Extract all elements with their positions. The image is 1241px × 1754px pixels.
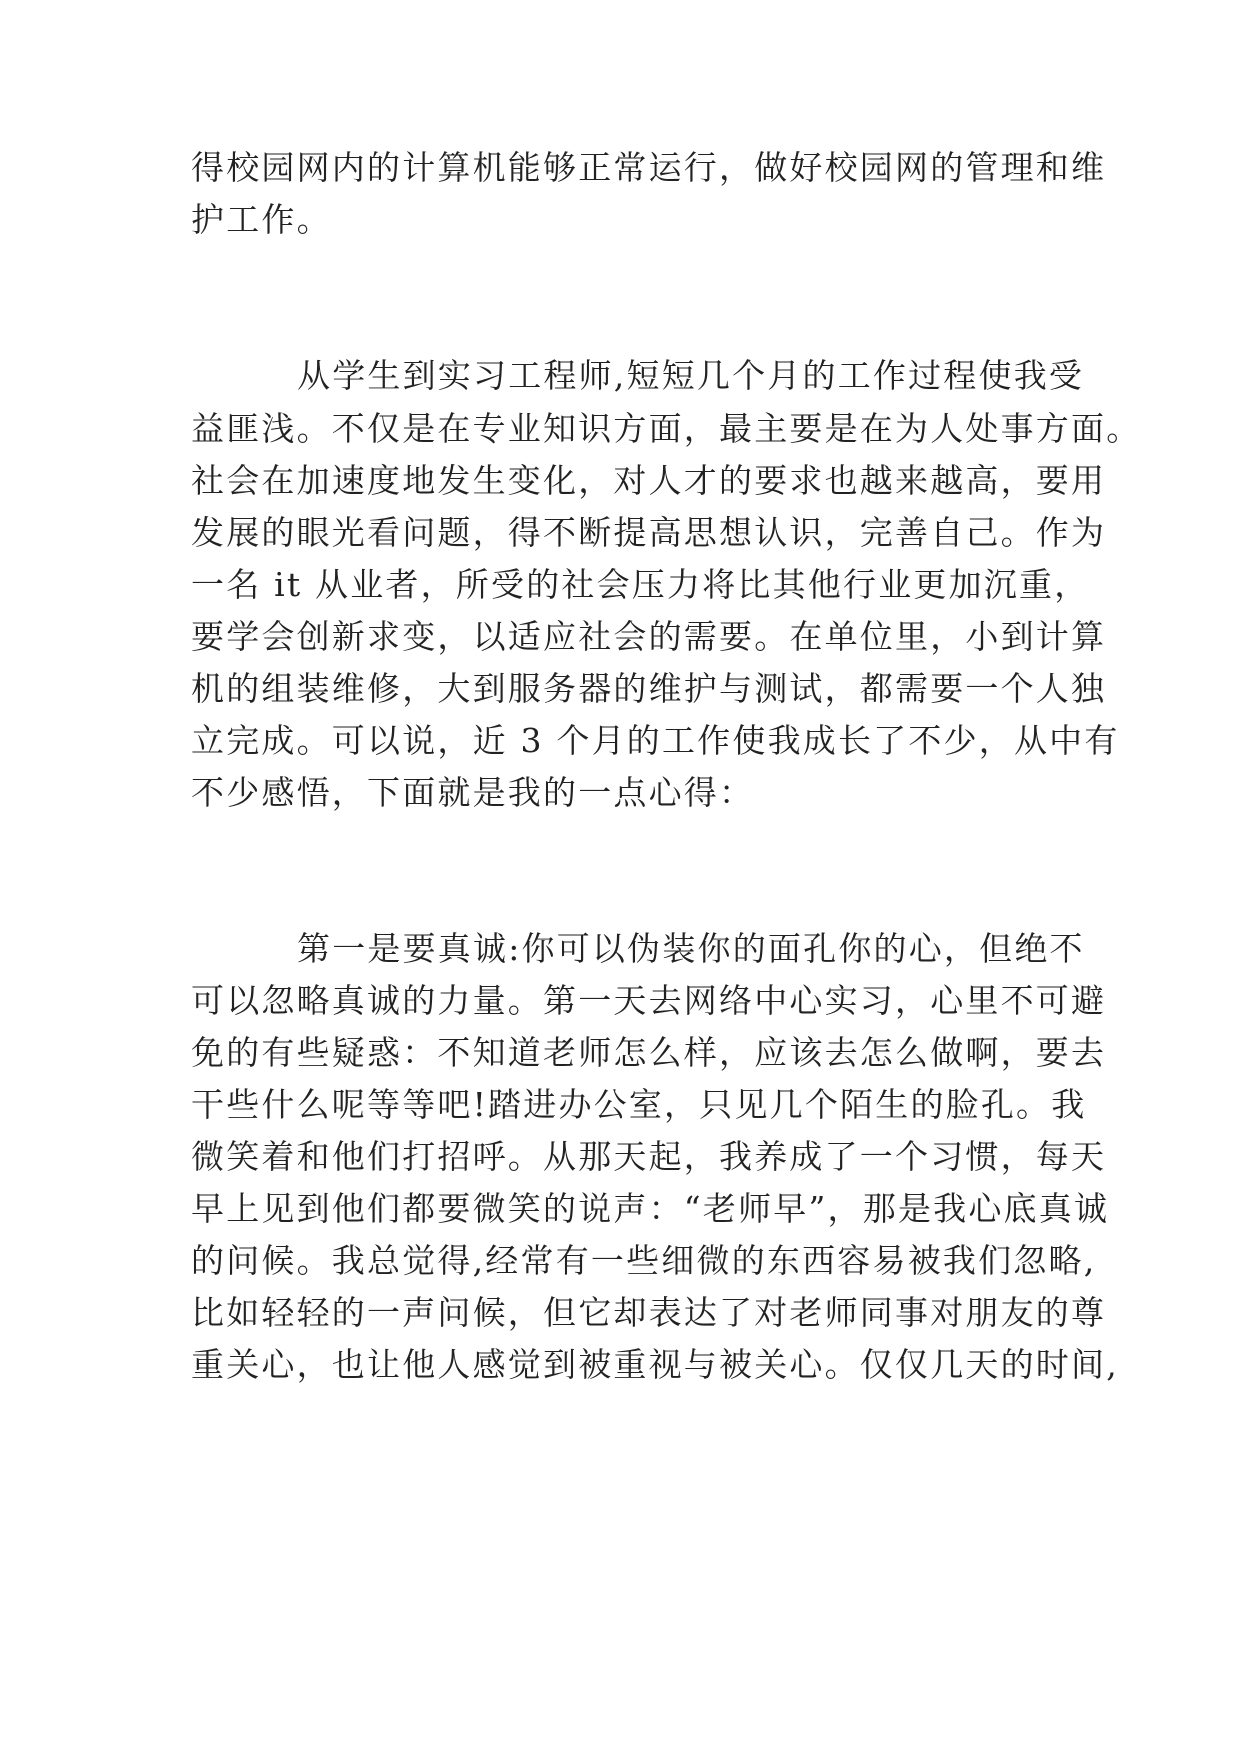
text-line: 重关心，也让他人感觉到被重视与被关心。仅仅几天的时间, bbox=[191, 1345, 1119, 1384]
text-line: 微笑着和他们打招呼。从那天起，我养成了一个习惯，每天 bbox=[191, 1137, 1107, 1176]
text-line: 不少感悟，下面就是我的一点心得： bbox=[191, 773, 755, 812]
text-line: 机的组装维修，大到服务器的维护与测试，都需要一个人独 bbox=[191, 669, 1107, 708]
text-line: 得校园网内的计算机能够正常运行，做好校园网的管理和维 bbox=[191, 148, 1107, 187]
text-line: 益匪浅。不仅是在专业知识方面，最主要是在为人处事方面。 bbox=[191, 409, 1142, 448]
text-line: 发展的眼光看问题，得不断提高思想认识，完善自己。作为 bbox=[191, 513, 1107, 552]
text-line: 从学生到实习工程师,短短几个月的工作过程使我受 bbox=[297, 356, 1085, 395]
text-line: 干些什么呢等等吧!踏进办公室，只见几个陌生的脸孔。我 bbox=[191, 1085, 1087, 1124]
text-line: 早上见到他们都要微笑的说声：“老师早”，那是我心底真诚 bbox=[191, 1189, 1110, 1228]
text-line: 比如轻轻的一声问候，但它却表达了对老师同事对朋友的尊 bbox=[191, 1293, 1107, 1332]
text-line: 的问候。我总觉得,经常有一些细微的东西容易被我们忽略, bbox=[191, 1241, 1097, 1280]
text-line: 护工作。 bbox=[191, 200, 332, 239]
text-line: 可以忽略真诚的力量。第一天去网络中心实习，心里不可避 bbox=[191, 981, 1107, 1020]
text-line: 要学会创新求变，以适应社会的需要。在单位里，小到计算 bbox=[191, 617, 1107, 656]
text-line: 立完成。可以说，近 3 个月的工作使我成长了不少，从中有 bbox=[191, 721, 1120, 760]
text-line: 第一是要真诚:你可以伪装你的面孔你的心，但绝不 bbox=[297, 929, 1085, 968]
text-line: 免的有些疑惑：不知道老师怎么样，应该去怎么做啊，要去 bbox=[191, 1033, 1107, 1072]
text-line: 一名 it 从业者，所受的社会压力将比其他行业更加沉重， bbox=[191, 565, 1090, 604]
text-line: 社会在加速度地发生变化，对人才的要求也越来越高，要用 bbox=[191, 461, 1107, 500]
